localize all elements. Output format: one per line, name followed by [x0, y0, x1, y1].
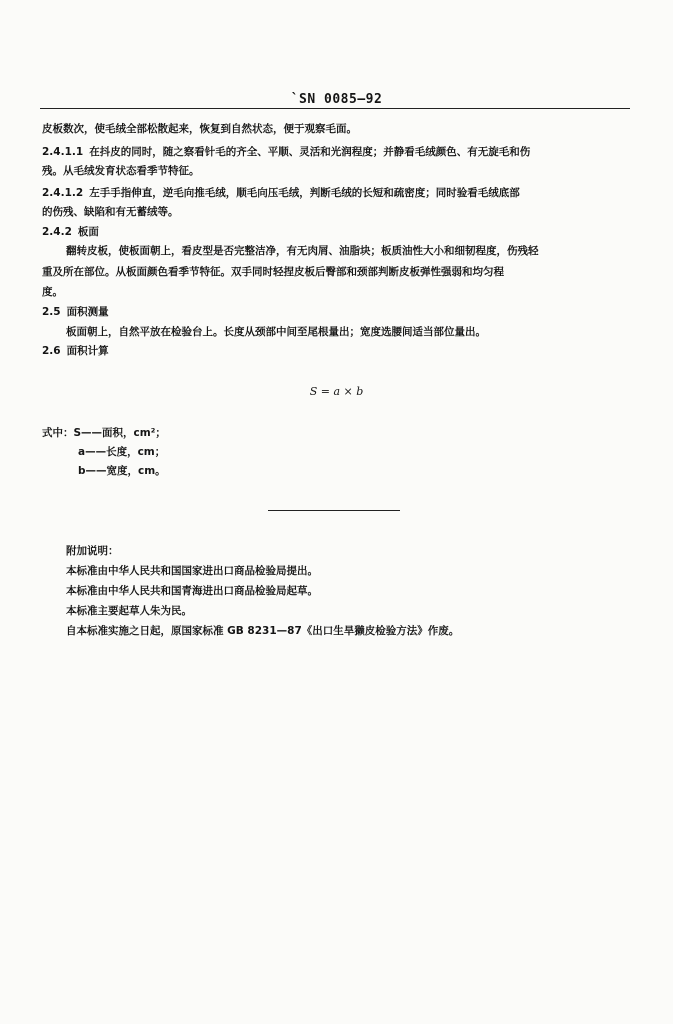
area-formula: S = a × b [309, 385, 364, 398]
section-number: 2.5 [42, 306, 61, 318]
note-line-1: 本标准由中华人民共和国国家进出口商品检验局提出。 [66, 565, 318, 577]
note-line-2: 本标准由中华人民共和国青海进出口商品检验局起草。 [66, 585, 318, 597]
section-2-5-line1: 板面朝上，自然平放在检验台上。长度从颈部中间至尾根量出；宽度选腰间适当部位量出。 [66, 326, 486, 338]
section-text: 在抖皮的同时，随之察看针毛的齐全、平顺、灵活和光润程度；并静看毛绒颜色、有无旋毛和伤 [89, 146, 531, 158]
section-2-4-1-1-line2: 残。从毛绒发育状态看季节特征。 [42, 165, 200, 177]
section-number: 2.4.1.2 [42, 187, 84, 199]
section-2-6-heading [42, 344, 634, 358]
section-number: 2.4.1.1 [42, 146, 84, 158]
section-title: 面积计算 [66, 345, 109, 357]
section-2-4-2-heading [42, 225, 634, 239]
formula-where-b: b——宽度，cm。 [78, 465, 166, 477]
paragraph-line: 皮板数次，使毛绒全部松散起来，恢复到自然状态，便于观察毛面。 [42, 123, 357, 135]
section-2-5-heading [42, 305, 634, 319]
section-2-4-2-line2: 重及所在部位。从板面颜色看季节特征。双手同时轻捏皮板后臀部和颈部判断皮板弹性强弱和均匀程 [42, 266, 504, 278]
header-rule [40, 108, 630, 109]
notes-title: 附加说明： [66, 545, 119, 557]
section-text: 左手手指伸直，逆毛向推毛绒，顺毛向压毛绒，判断毛绒的长短和疏密度；同时验看毛绒底部 [89, 187, 520, 199]
section-2-4-1-2-line1 [42, 186, 634, 200]
section-title: 板面 [77, 226, 99, 238]
note-line-3: 本标准主要起草人朱为民。 [66, 605, 192, 617]
section-2-4-1-2-line2: 的伤残、缺陷和有无蓄绒等。 [42, 206, 179, 218]
note-line-4: 自本标准实施之日起，原国家标准 GB 8231—87《出口生旱獭皮检验方法》作废。 [66, 625, 460, 637]
section-2-4-2-line3: 度。 [42, 286, 63, 298]
formula-where-s: 式中：S——面积，cm²； [42, 427, 166, 439]
formula-where-a: a——长度，cm； [78, 446, 166, 458]
section-title: 面积测量 [66, 306, 109, 318]
section-2-4-2-line1: 翻转皮板，使板面朝上，看皮型是否完整洁净，有无肉屑、油脂块；板质油性大小和细韧程度，伤残轻 [66, 245, 539, 257]
section-number: 2.6 [42, 345, 61, 357]
section-2-4-1-1-line1 [42, 145, 634, 159]
section-number: 2.4.2 [42, 226, 72, 238]
standard-code: `SN 0085—92 [290, 92, 383, 107]
end-rule [268, 510, 400, 511]
